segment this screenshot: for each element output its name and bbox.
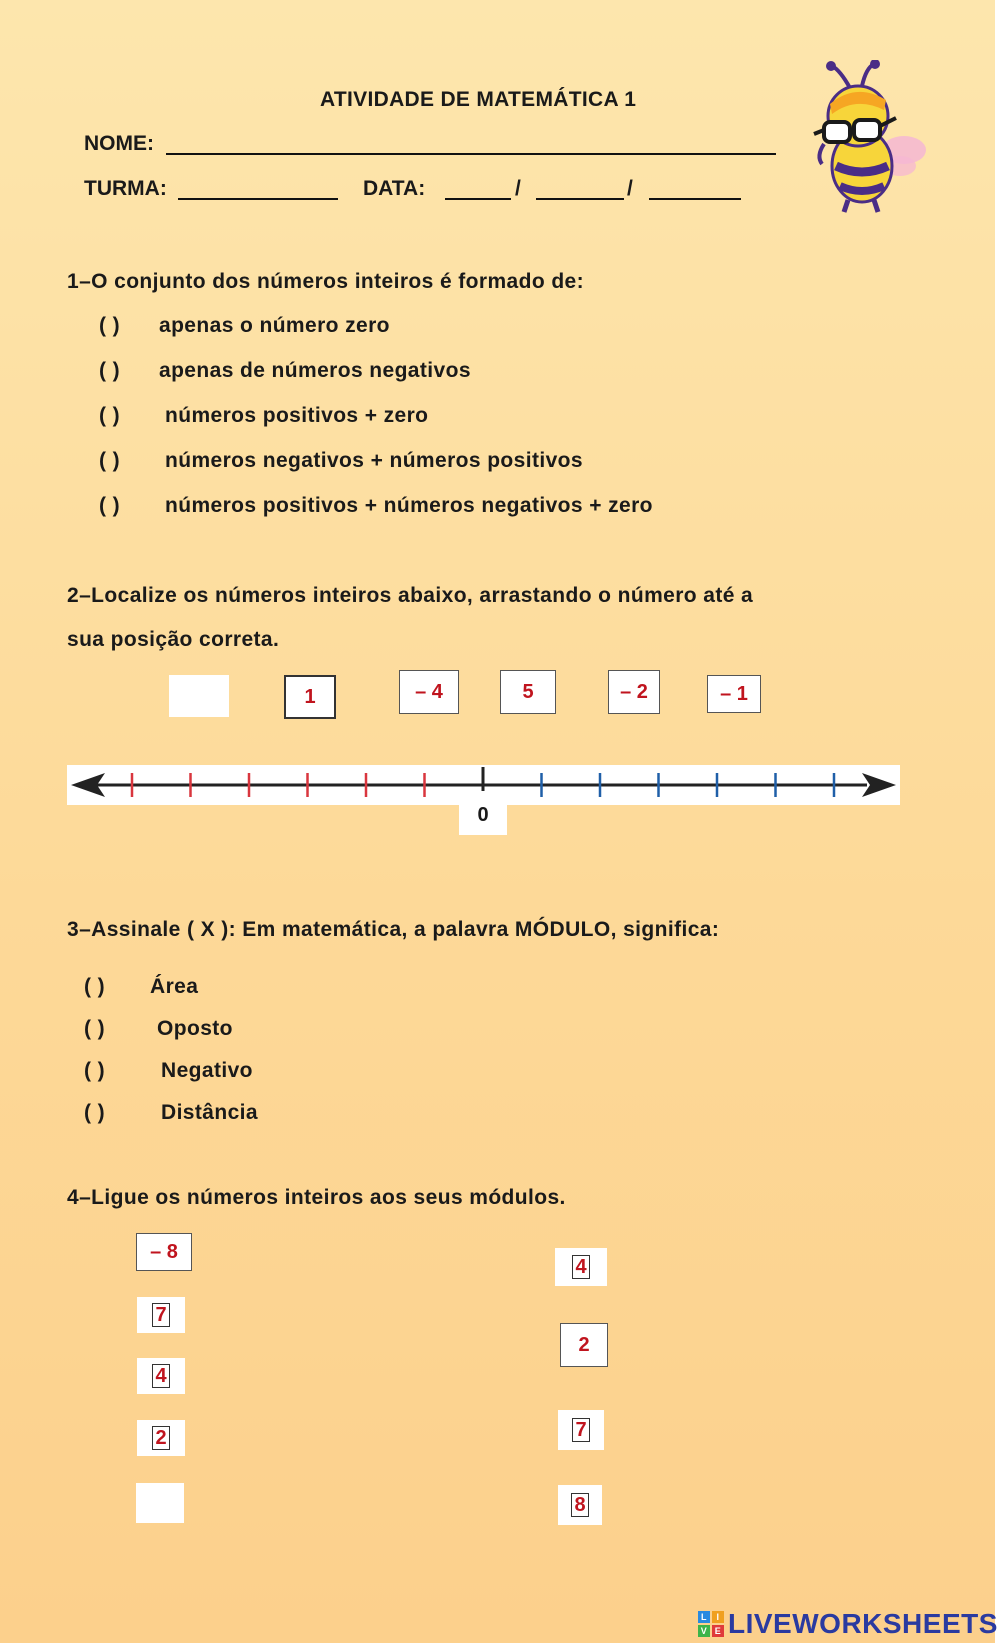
class-label: TURMA: [84, 177, 167, 200]
date-day-field[interactable] [445, 198, 511, 200]
right-module-card[interactable]: 2 [560, 1323, 608, 1367]
left-number-card[interactable] [137, 1420, 185, 1456]
right-module-value: 4 [572, 1255, 589, 1279]
right-module-value: 7 [572, 1418, 589, 1442]
drag-card[interactable]: 5 [500, 670, 556, 714]
checkbox-paren[interactable]: ( ) [99, 359, 121, 382]
liveworksheets-logo[interactable] [698, 1608, 998, 1640]
checkbox-paren[interactable]: ( ) [99, 494, 121, 517]
question-1: 1–O conjunto dos números inteiros é formado de: [67, 270, 585, 293]
logo-mark-letter: E [712, 1625, 724, 1637]
checkbox-paren[interactable]: ( ) [84, 1101, 106, 1124]
checkbox-paren[interactable]: ( ) [99, 314, 121, 337]
page-title: ATIVIDADE DE MATEMÁTICA 1 [320, 88, 637, 111]
q3-option-text: Distância [161, 1101, 258, 1124]
q1-option[interactable] [99, 494, 653, 518]
class-field[interactable] [178, 198, 338, 200]
arrow-right-icon [862, 773, 896, 797]
page-edge [995, 0, 1000, 1643]
q1-option-text: números positivos + números negativos + zero [165, 494, 653, 517]
name-label: NOME: [84, 132, 154, 155]
date-year-field[interactable] [649, 198, 741, 200]
checkbox-paren[interactable]: ( ) [84, 975, 106, 998]
q3-option-text: Oposto [157, 1017, 233, 1040]
right-module-card[interactable] [558, 1485, 602, 1525]
q3-option[interactable] [84, 1059, 253, 1083]
checkbox-paren[interactable]: ( ) [84, 1059, 106, 1082]
logo-mark-letter: V [698, 1625, 710, 1637]
right-module-card[interactable] [555, 1248, 607, 1286]
left-number-card[interactable] [137, 1358, 185, 1394]
q1-option-text: números positivos + zero [165, 404, 429, 427]
date-label: DATA: [363, 177, 426, 200]
q3-option-text: Negativo [161, 1059, 253, 1082]
left-number-card[interactable]: – 8 [136, 1233, 192, 1271]
logo-mark-letter: L [698, 1611, 710, 1623]
left-number-value: 4 [152, 1364, 169, 1388]
drag-card[interactable]: – 2 [608, 670, 660, 714]
logo-mark-letter: I [712, 1611, 724, 1623]
question-2-line-1: 2–Localize os números inteiros abaixo, arrastando o número até a [67, 584, 754, 607]
drag-card-empty[interactable] [169, 675, 229, 717]
q1-option[interactable] [99, 314, 390, 338]
left-number-card[interactable] [137, 1297, 185, 1333]
q3-option[interactable] [84, 1017, 233, 1041]
checkbox-paren[interactable]: ( ) [99, 404, 121, 427]
checkbox-paren[interactable]: ( ) [99, 449, 121, 472]
date-separator: / [627, 177, 633, 200]
right-module-card[interactable] [558, 1410, 604, 1450]
q3-option[interactable] [84, 975, 198, 999]
checkbox-paren[interactable]: ( ) [84, 1017, 106, 1040]
left-number-card-empty[interactable] [136, 1483, 184, 1523]
q1-option-text: números negativos + números positivos [165, 449, 583, 472]
question-2-line-2: sua posição correta. [67, 628, 280, 651]
zero-label: 0 [459, 795, 507, 835]
drag-card[interactable]: – 1 [707, 675, 761, 713]
q1-option-text: apenas de números negativos [159, 359, 471, 382]
drag-card[interactable]: – 4 [399, 670, 459, 714]
logo-mark-icon [698, 1611, 724, 1637]
right-module-value: 8 [571, 1493, 588, 1517]
logo-text: LIVEWORKSHEETS [728, 1608, 998, 1639]
left-number-value: 2 [152, 1426, 169, 1450]
q3-option-text: Área [150, 975, 199, 998]
date-month-field[interactable] [536, 198, 624, 200]
q1-option-text: apenas o número zero [159, 314, 390, 337]
q3-option[interactable] [84, 1101, 258, 1125]
q1-option[interactable] [99, 404, 428, 428]
bee-mascot-icon [800, 60, 930, 220]
question-3: 3–Assinale ( X ): Em matemática, a palavra MÓDULO, significa: [67, 918, 720, 941]
question-4: 4–Ligue os números inteiros aos seus módulos. [67, 1186, 566, 1209]
q1-option[interactable] [99, 449, 583, 473]
drag-card[interactable]: 1 [284, 675, 336, 719]
left-number-value: 7 [152, 1303, 169, 1327]
name-field[interactable] [166, 153, 776, 155]
q1-option[interactable] [99, 359, 471, 383]
date-separator: / [515, 177, 521, 200]
